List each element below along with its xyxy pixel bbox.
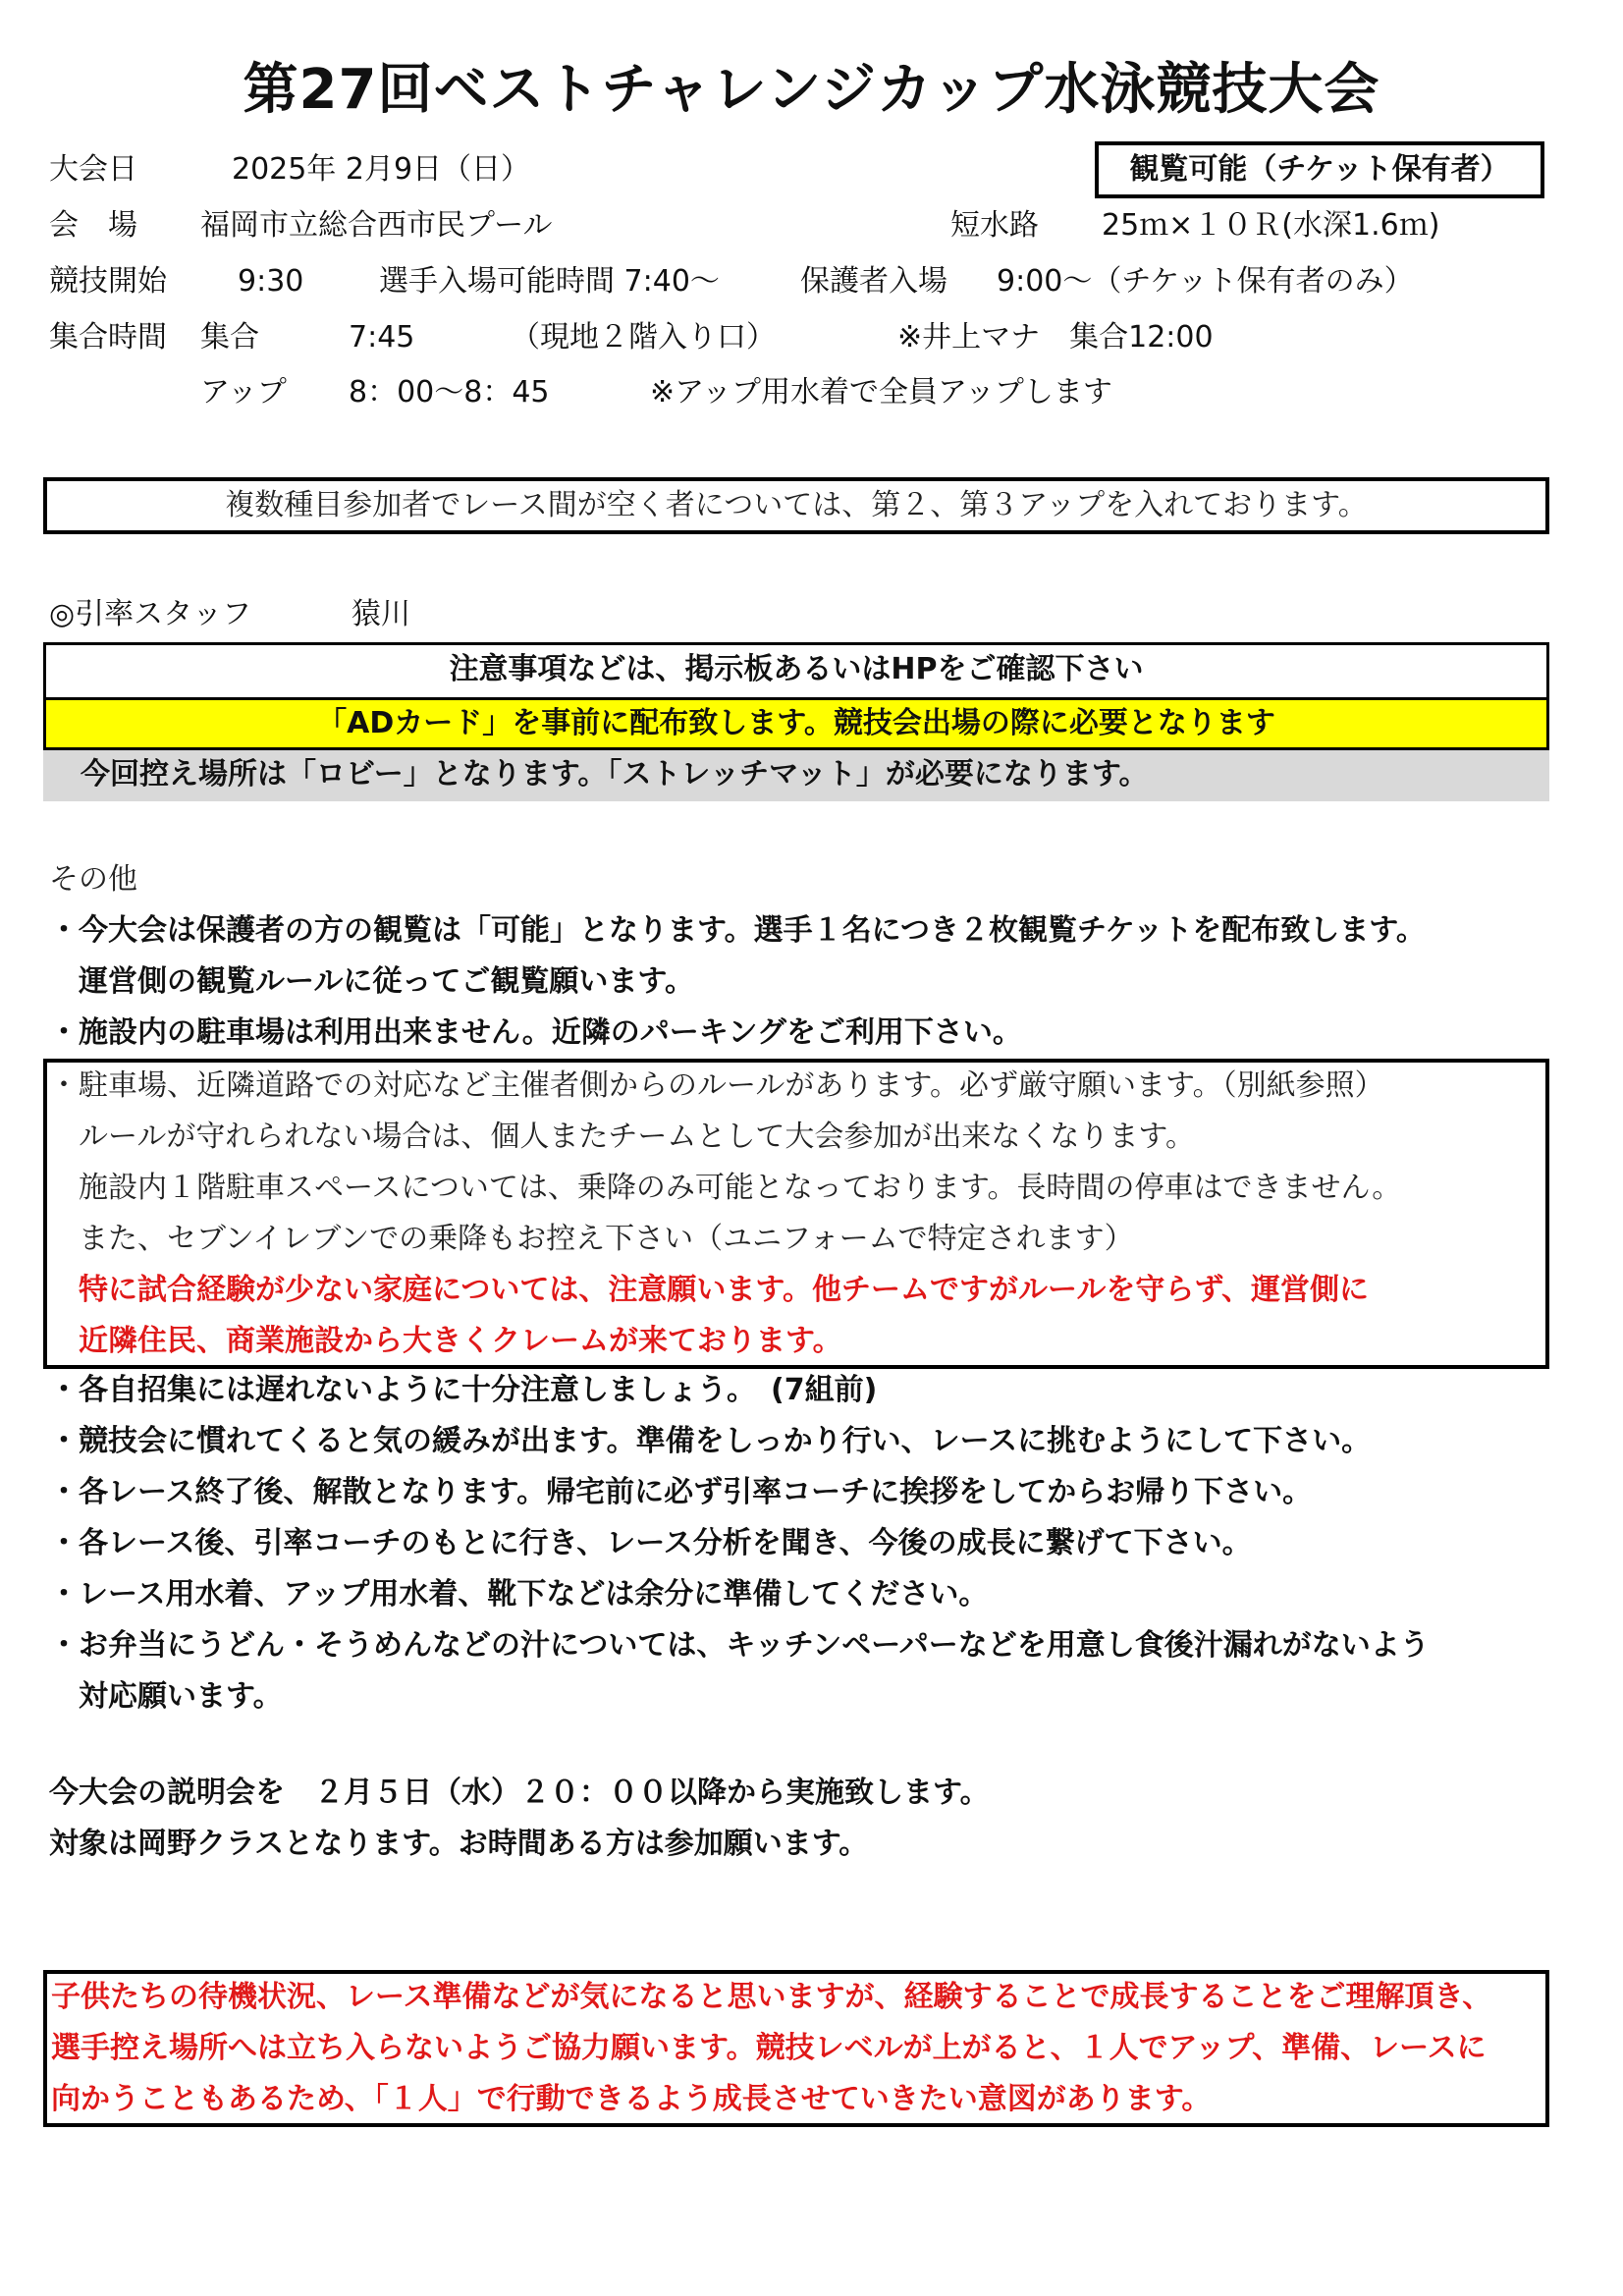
staff-name: 猿川 [352,597,410,631]
multi-event-note: 複数種目参加者でレース間が空く者については、第２、第３アップを入れております。 [43,477,1549,534]
child-note-line: 向かうこともあるため、「１人」で行動できるよう成長させていきたい意図があります。 [51,2082,1212,2116]
notice-ad-card: 「ADカード」を事前に配布致します。競技会出場の際に必要となります [43,697,1549,750]
briefing-line: 対象は岡野クラスとなります。お時間ある方は参加願います。 [49,1827,869,1861]
ticket-tag: 観覧可能（チケット保有者） [1095,141,1544,198]
date-value: 2025年 2月9日（日） [232,152,531,187]
bullet-item: ・お弁当にうどん・そうめんなどの汁については、キッチンペーパーなどを用意し食後汁漏れがないよう [49,1628,1430,1663]
gather-label: 集合時間 [49,320,167,355]
rule-warning-line: 特に試合経験が少ない家庭については、注意願います。他チームですがルールを守らず、運営側に [49,1273,1369,1307]
gather-sub: 集合 [200,320,259,355]
bullet-item: ・今大会は保護者の方の観覧は「可能」となります。選手１名につき２枚観覧チケットを配布致します。 [49,913,1426,948]
guardian-value: 9:00～（チケット保有者のみ） [997,264,1414,299]
rule-line: ルールが守れられない場合は、個人またチームとして大会参加が出来なくなります。 [49,1120,1195,1154]
rule-line: ・駐車場、近隣道路での対応など主催者側からのルールがあります。必ず厳守願います。（別紙参照） [49,1068,1384,1103]
warmup-note: ※アップ用水着で全員アップします [650,375,1112,410]
gather-time: 7:45 [349,320,415,355]
other-heading: その他 [49,862,137,897]
course-label: 短水路 [950,208,1039,243]
start-value: 9:30 [238,264,304,299]
bullet-item: ・施設内の駐車場は利用出来ません。近隣のパーキングをご利用下さい。 [49,1015,1022,1050]
warmup-label: アップ [200,375,287,410]
child-note-line: 選手控え場所へは立ち入らないようご協力願います。競技レベルが上がると、１人でアップ、準備、レースに [51,2031,1487,2065]
staff-label: ◎引率スタッフ [49,597,252,631]
date-label: 大会日 [49,152,137,187]
guardian-label: 保護者入場 [800,264,947,299]
entry-time: 選手入場可能時間 7:40～ [379,264,720,299]
bullet-item: ・競技会に慣れてくると気の緩みが出ます。準備をしっかり行い、レースに挑むようにして下さい。 [49,1424,1372,1458]
bullet-item: ・レース用水着、アップ用水着、靴下などは余分に準備してください。 [49,1577,989,1612]
notice-check-board: 注意事項などは、掲示板あるいはHPをご確認下さい [43,642,1549,697]
rule-line: また、セブンイレブンでの乗降もお控え下さい（ユニフォームで特定されます） [49,1222,1134,1256]
rule-line: 施設内１階駐車スペースについては、乗降のみ可能となっております。長時間の停車はできません。 [49,1171,1402,1205]
bullet-item: ・各レース後、引率コーチのもとに行き、レース分析を聞き、今後の成長に繋げて下さい。 [49,1526,1252,1560]
bullet-item: 運営側の観覧ルールに従ってご観覧願います。 [49,964,694,999]
notice-waiting-area: 今回控え場所は「ロビー」となります。「ストレッチマット」が必要になります。 [43,750,1549,801]
bullet-item: 対応願います。 [49,1679,283,1714]
rule-warning-line: 近隣住民、商業施設から大きくクレームが来ております。 [49,1324,842,1358]
venue-label: 会 場 [49,208,137,243]
bullet-item: ・各レース終了後、解散となります。帰宅前に必ず引率コーチに挨拶をしてからお帰り下さい。 [49,1475,1313,1509]
page-title: 第27回ベストチャレンジカップ水泳競技大会 [243,58,1380,122]
bullet-item: ・各自招集には遅れないように十分注意しましょう。 (7組前) [49,1373,878,1407]
start-label: 競技開始 [49,264,167,299]
gather-note: ※井上マナ 集合12:00 [897,320,1214,355]
warmup-time: 8：00～8：45 [349,375,550,410]
course-value: 25ｍ×１０Ｒ(水深1.6ｍ) [1102,208,1440,243]
venue-value: 福岡市立総合西市民プール [200,208,553,243]
gather-place: （現地２階入り口） [511,320,776,355]
briefing-line: 今大会の説明会を ２月５日（水）２０：００以降から実施致します。 [49,1776,990,1810]
child-note-line: 子供たちの待機状況、レース準備などが気になると思いますが、経験することで成長することをご理解頂き、 [51,1980,1492,2014]
